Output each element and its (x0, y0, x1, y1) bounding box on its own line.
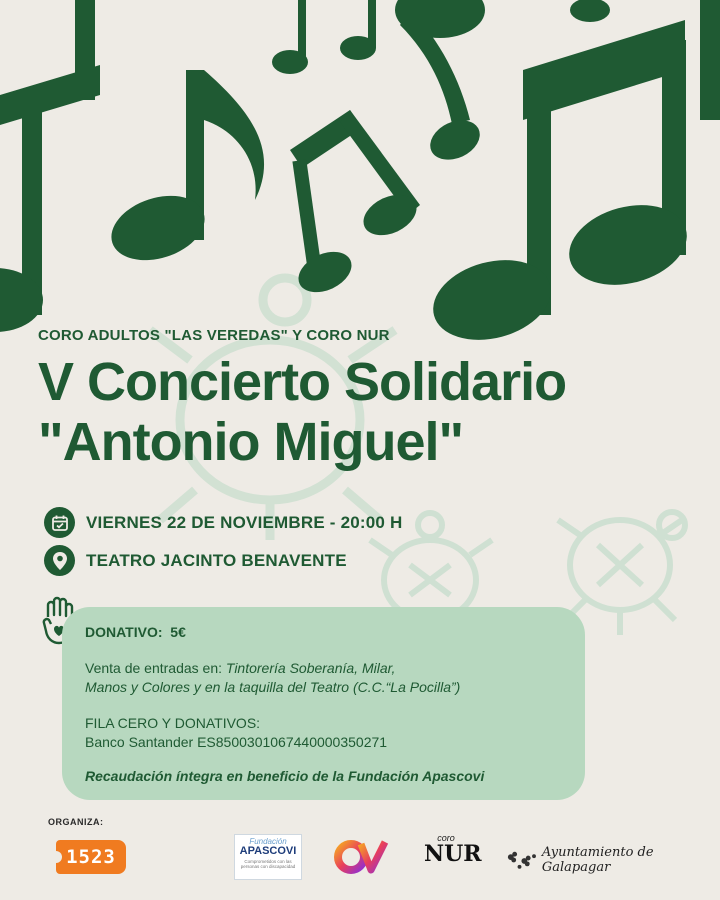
logo-ov (333, 838, 389, 876)
apascovi-line-3: Comprometidos con las personas con discapacidad (240, 859, 296, 869)
choir-subtitle: CORO ADULTOS "LAS VEREDAS" Y CORO NUR (38, 327, 390, 344)
event-date-text: VIERNES 22 DE NOVIEMBRE - 20:00 H (86, 512, 403, 532)
donation-panel (62, 607, 585, 800)
logo-apascovi (234, 834, 302, 880)
logo-1523-text: 1523 (66, 846, 116, 868)
event-venue-row (44, 545, 347, 576)
page-title (38, 352, 566, 472)
fila-cero-label: FILA CERO Y DONATIVOS: (85, 715, 261, 731)
title-line-1: V Concierto Solidario (38, 352, 567, 412)
ayuntamiento-text: Ayuntamiento de Galapagar (541, 845, 654, 875)
bank-info (85, 714, 387, 752)
music-notes (0, 0, 720, 352)
donation-label: DONATIVO: (85, 624, 163, 640)
donation-price (85, 623, 186, 642)
ticket-sales-prefix: Venta de entradas en: (85, 660, 226, 676)
flower-ornament-icon (505, 849, 538, 871)
apascovi-line-1: Fundación (249, 837, 287, 846)
ticket-sales-places-1: Tintorería Soberanía, Milar, (225, 660, 396, 676)
title-line-2: "Antonio Miguel" (38, 412, 464, 472)
map-pin-icon (44, 545, 75, 576)
calendar-check-icon (44, 507, 75, 538)
donation-amount: 5€ (170, 624, 186, 640)
ticket-sales-info (85, 659, 460, 697)
logo-coro-nur (424, 833, 482, 879)
coro-nur-big: NUR (424, 841, 482, 867)
bank-account: Banco Santander ES8500301067440000350271 (85, 734, 388, 750)
coro-nur-small: coro (437, 833, 455, 843)
logo-ayuntamiento (505, 845, 720, 875)
proceeds-note: Recaudación íntegra en beneficio de la Fundación Apascovi (85, 768, 485, 784)
ticket-sales-places-2: Manos y Colores y en la taquilla del Teatro (C.C.“La Pocilla”) (85, 679, 461, 695)
apascovi-line-2: APASCOVI (239, 845, 297, 857)
event-date-row (44, 507, 402, 538)
event-venue-text: TEATRO JACINTO BENAVENTE (86, 550, 347, 570)
logo-1523 (50, 838, 126, 876)
organizers-label: ORGANIZA: (48, 817, 104, 827)
